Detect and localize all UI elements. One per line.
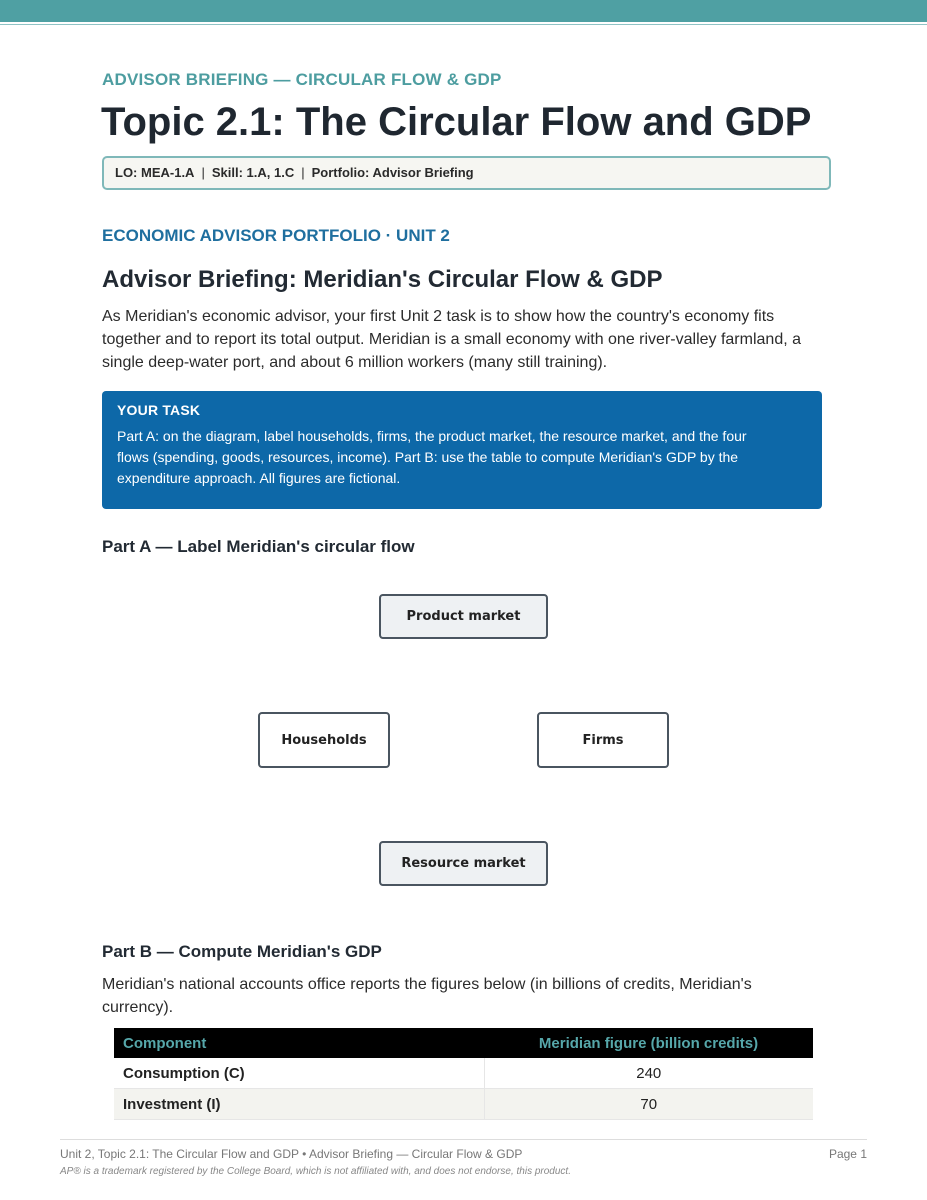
footer-divider — [60, 1139, 867, 1140]
lo-separator: | — [201, 165, 205, 180]
firms-box: Firms — [537, 712, 669, 768]
page-title: Topic 2.1: The Circular Flow and GDP — [101, 100, 812, 144]
task-heading: YOUR TASK — [117, 402, 201, 418]
table-header-row — [114, 1028, 813, 1058]
learning-objective-box — [102, 156, 831, 190]
top-banner-rule — [0, 24, 927, 25]
table-row — [114, 1058, 813, 1089]
households-box: Households — [258, 712, 390, 768]
portfolio-tag: Portfolio: Advisor Briefing — [311, 165, 474, 180]
task-callout — [102, 391, 822, 509]
top-banner-bar — [0, 0, 927, 22]
lo-separator: | — [301, 165, 305, 180]
value-cell: 240 — [484, 1058, 813, 1089]
footer-running-title: Unit 2, Topic 2.1: The Circular Flow and GDP • Advisor Briefing — Circular Flow & GDP — [60, 1147, 523, 1161]
resource-market-box: Resource market — [379, 841, 548, 886]
component-cell: Investment (I) — [114, 1089, 484, 1120]
gdp-components-table — [114, 1028, 813, 1120]
part-b-intro: Meridian's national accounts office reports the figures below (in billions of credits, Meridian's currency). — [102, 976, 752, 1016]
page-number: Page 1 — [828, 1147, 867, 1161]
section-kicker: ADVISOR BRIEFING — CIRCULAR FLOW & GDP — [102, 70, 502, 89]
briefing-heading: Advisor Briefing: Meridian's Circular Flow & GDP — [102, 266, 663, 293]
table-row — [114, 1089, 813, 1120]
part-a-heading: Part A — Label Meridian's circular flow — [102, 537, 415, 556]
value-cell: 70 — [484, 1089, 813, 1120]
component-cell: Consumption (C) — [114, 1058, 484, 1089]
portfolio-label: ECONOMIC ADVISOR PORTFOLIO · UNIT 2 — [102, 226, 450, 245]
part-b-heading: Part B — Compute Meridian's GDP — [102, 942, 382, 961]
column-header-component: Component — [114, 1028, 484, 1058]
briefing-intro: As Meridian's economic advisor, your first Unit 2 task is to show how the country's economy fits together and to report its total output. Meridian is a small economy with one river-valley farmland, a single deep-water port, and about 6 million workers (many still training). — [102, 308, 801, 371]
task-body: Part A: on the diagram, label households, firms, the product market, the resource market, and the four flows (spending, goods, resources, income). Part B: use the table to compute Meridian's GDP by the expenditure approach. All figures are fictional. — [117, 428, 747, 486]
column-header-figure: Meridian figure (billion credits) — [484, 1028, 813, 1058]
skill-codes: Skill: 1.A, 1.C — [211, 165, 295, 180]
product-market-box: Product market — [379, 594, 548, 639]
trademark-disclaimer: AP® is a trademark registered by the College Board, which is not affiliated with, and does not endorse, this product. — [60, 1166, 571, 1177]
lo-code: LO: MEA-1.A — [115, 165, 195, 180]
